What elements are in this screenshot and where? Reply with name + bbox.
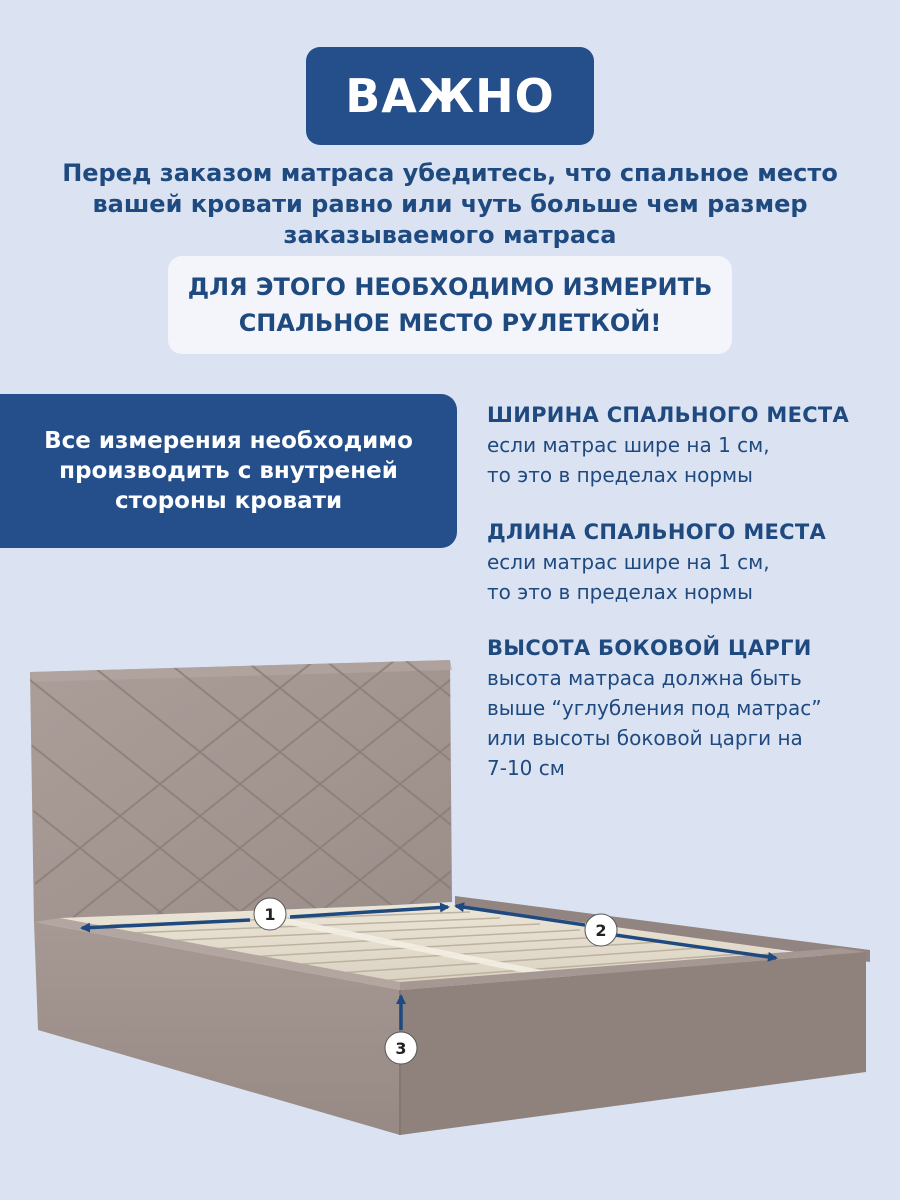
spec-height-title: ВЫСОТА БОКОВОЙ ЦАРГИ bbox=[487, 636, 812, 660]
note-line: производить с внутреней bbox=[59, 458, 398, 484]
important-badge-label: ВАЖНО bbox=[345, 69, 555, 123]
spec-width-line: если матрас шире на 1 см, bbox=[487, 433, 770, 457]
callout-line: ДЛЯ ЭТОГО НЕОБХОДИМО ИЗМЕРИТЬ bbox=[187, 273, 713, 301]
spec-height-line: высота матраса должна быть bbox=[487, 666, 802, 690]
inner-side-note bbox=[0, 394, 457, 548]
marker-3 bbox=[385, 1032, 417, 1064]
intro-text bbox=[40, 158, 860, 251]
intro-line: заказываемого матраса bbox=[283, 221, 617, 249]
callout-line: СПАЛЬНОЕ МЕСТО РУЛЕТКОЙ! bbox=[238, 309, 662, 337]
important-badge bbox=[306, 47, 594, 145]
marker-2-label: 2 bbox=[595, 921, 607, 940]
marker-1 bbox=[254, 898, 286, 930]
spec-width bbox=[487, 400, 887, 490]
marker-3-label: 3 bbox=[395, 1039, 407, 1058]
spec-width-title: ШИРИНА СПАЛЬНОГО МЕСТА bbox=[487, 403, 850, 427]
spec-height-line: 7-10 см bbox=[487, 756, 565, 780]
spec-length-line: если матрас шире на 1 см, bbox=[487, 550, 770, 574]
note-line: Все измерения необходимо bbox=[44, 428, 413, 454]
spec-length bbox=[487, 517, 887, 607]
spec-height-line: или высоты боковой царги на bbox=[487, 726, 803, 750]
marker-2 bbox=[585, 914, 617, 946]
spec-height-line: выше “углубления под матрас” bbox=[487, 696, 822, 720]
spec-length-title: ДЛИНА СПАЛЬНОГО МЕСТА bbox=[487, 520, 827, 544]
bed-illustration bbox=[0, 640, 900, 1160]
intro-line: вашей кровати равно или чуть больше чем размер bbox=[92, 190, 808, 218]
marker-1-label: 1 bbox=[264, 905, 276, 924]
spec-length-line: то это в пределах нормы bbox=[487, 580, 753, 604]
spec-width-line: то это в пределах нормы bbox=[487, 463, 753, 487]
measure-callout bbox=[168, 256, 732, 354]
intro-line: Перед заказом матраса убедитесь, что спальное место bbox=[62, 159, 838, 187]
note-line: стороны кровати bbox=[114, 488, 343, 514]
